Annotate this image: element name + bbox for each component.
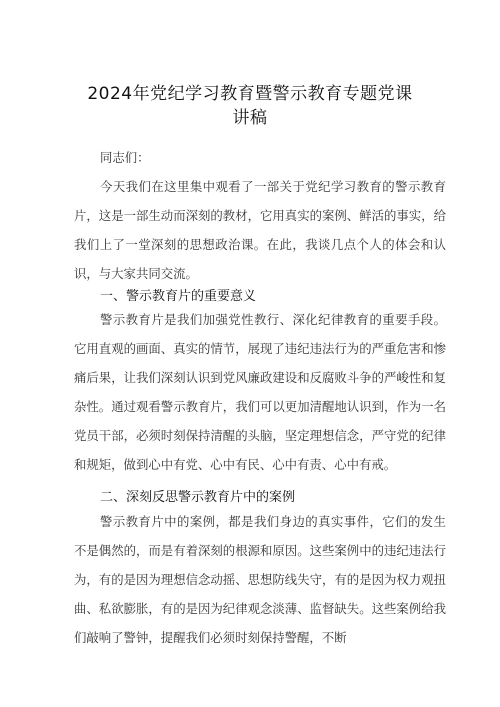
document-title-line1: 2024年党纪学习教育暨警示教育专题党课 [87,84,413,104]
document-title-line2: 讲稿 [232,108,268,128]
intro-paragraph [74,172,446,288]
section1-heading: 一、警示教育片的重要意义 [100,289,257,304]
intro-text: 今天我们在这里集中观看了一部关于党纪学习教育的警示教育片，这是一部生动而深刻的教材，它用真实的案例、鲜活的事实，给我们上了一堂深刻的思想政治课。在此，我谈几点个人的体会和认识，与大家共同交流。 [74,179,446,281]
section2-paragraph [74,507,446,652]
section2-heading: 二、深刻反思警示教育片中的案例 [100,490,296,505]
section2-text: 警示教育片中的案例，都是我们身边的真实事件，它们的发生不是偶然的，而是有着深刻的根源和原因。这些案例中的违纪违法行为，有的是因为理想信念动摇、思想防线失守，有的是因为权力观扭曲、私欲膨胀，有的是因为纪律观念淡薄、监督缺失。这些案例给我们敲响了警钟，提醒我们必须时刻保持警醒，不断 [74,514,446,645]
section1-paragraph [74,305,446,479]
salutation: 同志们： [100,150,150,165]
section1-text: 警示教育片是我们加强党性教行、深化纪律教育的重要手段。它用直观的画面、真实的情节，展现了违纪违法行为的严重危害和惨痛后果，让我们深刻认识到党风廉政建设和反腐败斗争的严峻性和复杂性。通过观看警示教育片，我们可以更加清醒地认识到，作为一名党员干部，必须时刻保持清醒的头脑，坚定理想信念，严守党的纪律和规矩，做到心中有党、心中有民、心中有责、心中有戒。 [74,312,446,472]
